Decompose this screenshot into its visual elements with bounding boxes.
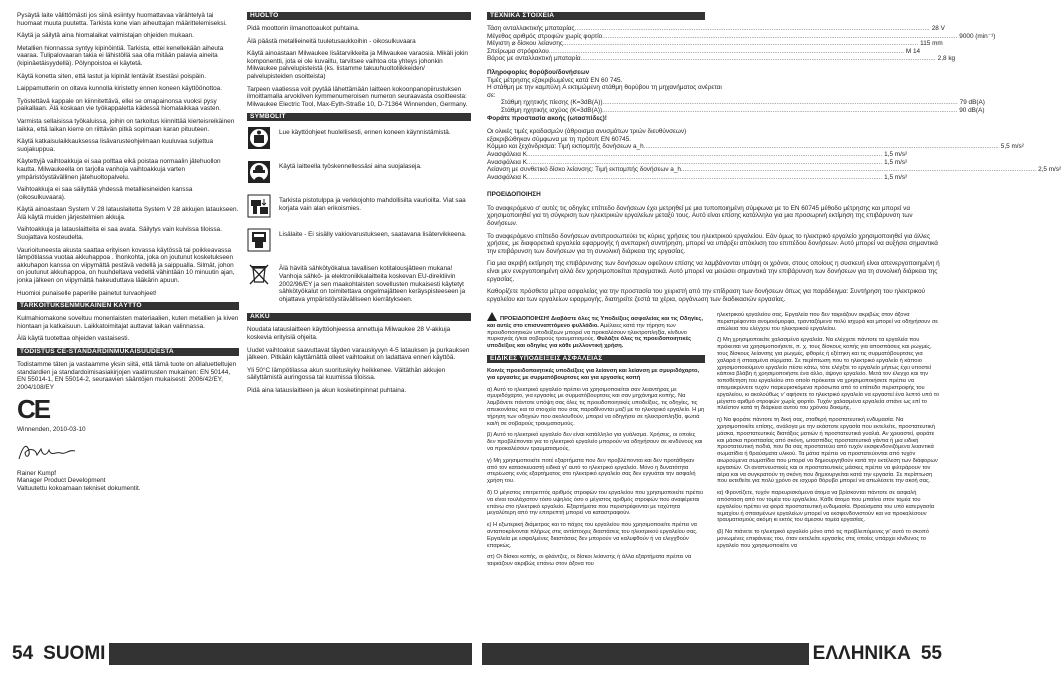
spec-value: 5,5 m/s² — [1000, 143, 1024, 151]
remove-battery-icon — [247, 194, 271, 218]
paragraph: Kulmahiomakone soveltuu monenlaisten materiaalien, kuten metallien ja kiven hiontaan ja katkaisuun. Laikkatoimitajat auttavat laikan valinnassa. — [17, 315, 239, 330]
paragraph: ια) Φροντίζετε, τυχόν παρευρισκόμενα άτομα να βρίσκονται πάντοτε σε ασφαλή απόσταση από τον τομέα του εργαλείου. Κάθε άτομο που μπαίνει στον τομέα του εργαλείου πρέπει να φορά προστατευτική ενδυμασία. Θραύσματα του υπό κατεργασία τεμαχίου ή σπασμένων εργαλείων μπορεί να εκσφενδονιστούν και να προκαλέσουν τραυματισμούς ακόμη κι εκτός του άμεσου τομέα εργασίας. — [717, 490, 935, 524]
spec-label: Σπείρωμα στρόφαλου — [487, 47, 549, 55]
special-items-continued — [717, 312, 940, 550]
paragraph: Laippamutterin on oltava kunnolla kiristetty ennen koneen käyttöönottoa. — [17, 85, 222, 93]
spec-label: Ανασφάλεια K — [487, 173, 528, 181]
symbol-row — [247, 194, 471, 218]
noise-table — [487, 99, 985, 114]
right-top-section — [487, 12, 1061, 308]
symbol-text: Käytä laitteella työskennellessäsi aina suojalaseja. — [279, 163, 422, 171]
paragraph: β) Αυτό το ηλεκτρικό εργαλείο δεν είναι κατάλληλο για γυάλισμα. Χρήσεις, οι οποίες δεν προβλέπονται για το ηλεκτρικό εργαλείο μπορούν να οδηγήσουν σε κινδύνους και να προκαλέσουν τραυματισμούς. — [487, 432, 703, 452]
leader-dots: ........................................................................................................................................................................................................ — [602, 32, 958, 40]
paragraph: Käytä ainoastaan Milwaukee lisätarvikkeita ja Milwaukee varaosia. Mikäli jokin komponentti, jota ei ole kuvailtu, tarvitsee vaihtoa ota yhteys johonkin Milwaukee palvelupisteistä (ks. listamme takuuhuoltoliikkeiden/ palvelupisteiden osoitteista) — [247, 50, 468, 80]
paragraph: α) Αυτό το ηλεκτρικό εργαλείο πρέπει να χρησιμοποιείται σαν λειαντήρας με σμυριδόχαρτο, για εργασίες με συρματόβουρτσες και σαν μηχάνημα κοπής. Να λαμβάνετε πάντοτε υπόψη σας όλες τις προειδοποιητικές υποδείξεις, τις οδηγίες, τις απεικονίσεις και τα στοιχεία που σας παραδίνονται μαζί με το ηλεκτρικό εργαλείο. Η μη τήρηση των οδηγιών που ακολουθούν, μπορεί να οδηγήσει σε ηλεκτροπληξία, φωτιά και/ή σε σοβαρούς τραυματισμούς. — [487, 386, 705, 427]
maintenance-heading: HUOLTO — [247, 12, 471, 20]
spec-label: Στάθμη ηχητικής πίεσης (K=3dB(A)) — [501, 99, 603, 107]
paragraph: ιβ) Να πιάνετε το ηλεκτρικό εργαλείο μόνο από τις προβλεπόμενες γι' αυτό το σκοπό μονωμένες επιφάνειες του, όταν εκτελείτε εργασίες στις οποίες υπάρχει κίνδυνος το εργαλείο που χρησιμοποιείτε να — [717, 529, 929, 549]
paragraph: Käytä katkaisulaikkauksessa lisävarusteohjelmaan kuuluvaa suljettua suojakuppua. — [17, 138, 214, 153]
warning-body: Αμέλειες κατά την τήρηση των προειδοποιητικών υποδείξεων μπορεί να προκαλέσουν ηλεκτροπληξία, κίνδυνο πυρκαγιάς ή/και σοβαρούς τραυματισμούς. — [487, 322, 687, 343]
footer-bar — [482, 643, 809, 665]
page-number: 54 — [12, 643, 34, 664]
page-number: 55 — [920, 643, 942, 664]
spec-row — [487, 158, 908, 167]
vibration-intro: Οι ολικές τιμές κραδασμών (άθροισμα ανυσμάτων τριών διευθύνσεων) εξακριβώθηκαν σύμφωνα με τη πρότυπ EN 60745. — [487, 128, 687, 143]
signer-title: Manager Product Development — [17, 477, 106, 485]
manual-book-icon — [247, 126, 271, 150]
spec-row — [487, 25, 945, 33]
spec-label: Κόμμιο και ξεχόνδρισμα: Τιμή εκπομπής δονήσεων a_h — [487, 143, 644, 151]
leader-dots: ........................................................................................................................................................................................................ — [548, 47, 904, 55]
special-items — [487, 387, 705, 568]
warning-keep: Φυλάξτε όλες τις προειδοποιητικές υποδείξεις και οδηγίες για κάθε μελλοντική χρήση. — [487, 336, 692, 350]
accessory-icon — [247, 228, 271, 252]
paragraph: δ) Ο μέγιστος επιτρεπτός αριθμός στροφών του εργαλείου που χρησιμοποιείτε πρέπει να είναι τουλάχιστον τόσο υψηλός όσο ο μέγιστος αριθμός στροφών που αναφέρεται επάνω στο ηλεκτρικό εργαλείο. Εξαρτήματα που περιστρέφονται με ταχύτητα μεγαλύτερη από την επιτρεπτή μπορεί να καταστραφούν. — [487, 489, 704, 517]
paragraph: Pysäytä laite välittömästi jos siinä esiintyy huomattavaa värähtelyä tai huomaat muuta puutetta. Tarkista kone vian aiheuttajan määrittelemiseksi. — [17, 12, 227, 27]
left-column-1 — [17, 12, 239, 492]
spec-value: M 14 — [905, 47, 921, 55]
signer-name: Rainer Kumpf — [17, 469, 57, 477]
ce-heading: TODISTUS CE-STANDARDINMUKAISUUDESTA — [17, 348, 239, 356]
symbol-row — [247, 228, 471, 252]
spec-value: 1,5 m/s² — [884, 173, 908, 181]
right-footer — [482, 643, 942, 665]
paragraph: Vaihtoakkuja ei saa säilyttää yhdessä metalliesineiden kanssa (oikosulkuvaara). — [17, 186, 193, 201]
leader-dots: ........................................................................................................................................................................................................ — [527, 158, 883, 166]
spec-label: Ανασφάλεια K — [487, 158, 528, 166]
ce-text: Todistamme täten ja vastaamme yksin siitä, että tämä tuote on allaluetteltujen standardien ja standardoimisasiakirjojen vaatimusten mukainen: EN 50144, EN 55014-1, EN 55014-2, seuraavien sääntöjen mukaisesti: 2006/42/EY, 2004/108/EY — [17, 361, 237, 391]
warning-triangle-icon — [487, 312, 497, 321]
spec-label: Μέγιστη ⌀ δίσκου λείανσης — [487, 40, 564, 48]
intro-paragraphs — [17, 12, 239, 297]
leader-dots: ........................................................................................................................................................................................................ — [574, 25, 930, 32]
ear-protection-note: Φοράτε προστασία ακοής (ωτασπίδες)! — [487, 114, 607, 122]
paragraph: Käytettyjä vaihtoakkuja ei saa polttaa eikä poistaa normaalin jätehuollon kautta. Milwaukeella on tarjolla vanhoja vaihtoakkuja varten ympäristöystävällinen jätehuoltopalvelu. — [17, 158, 221, 181]
usage-paragraphs — [17, 315, 239, 343]
spec-row — [487, 166, 1061, 174]
spec-row — [487, 143, 1024, 151]
specs-table — [487, 25, 996, 63]
ce-mark: CE — [17, 394, 50, 425]
spec-label: Ανασφάλεια K — [487, 150, 528, 158]
leader-dots: ........................................................................................................................................................................................................ — [602, 99, 958, 107]
spec-value: 9000 (min⁻¹) — [959, 32, 996, 40]
paragraph: Yli 50°C lämpötilassa akun suorituskyky heikkenee. Vältäthän akkujen säilyttämistä auringossa tai kuumissa tiloissa. — [247, 366, 446, 382]
spec-label: Βάρος με ανταλλακτική μπαταρία — [487, 55, 581, 63]
left-column-2 — [247, 12, 471, 399]
paragraph: Tarpeen vaatiessa voit pyytää lähettämään laitteen kokoonpanopiirustuksen ilmoittamalla arvokilven kymmenumeroisen numeron seuraavasta osoitteesta: Milwaukee Electric Tool, Max-Eyth-Straße 10, D-71364 Winnenden, Germany. — [247, 85, 468, 108]
paragraph: Το αναφερόμενο σ' αυτές τις οδηγίες επίπεδο δονήσεων έχει μετρηθεί με μια τυποποιημένη σύμφωνα με το EN 60745 μέθοδο μέτρησης και μπορεί να χρησιμοποιηθεί για τη σύγκριση των ηλεκτρικών εργαλείων μεταξύ τους. Αυτό είναι επίσης κατάλληλο για μια προσωρινή εκτίμηση της επιβάρυνση των δονήσεων. — [487, 204, 913, 228]
paragraph: Älä päästä metallieineitä tuuletusaukkoihin - oikosulkuvaara — [247, 37, 416, 45]
paragraph: η) Να φοράτε πάντοτε τη δική σας, σταθερή προστατευτική ενδυμασία. Να χρησιμοποιείτε επίσης, ανάλογα με την εκάστοτε εργασία που εκτελείτε, προστατευτική μάσκα, προστατευτικές διατάξεις ματιών ή προστατευτικά γυαλιά. Αν χρειαστεί, φοράτε και μάσκα προστασίας από σκόνη, ωτασπίδες προστατευτικά γάντια ή μια ειδική προστατευτική ποδιά, που θα σας προστατεύει από τυχόν εκσφενδονιζόμενα λειαντικά σωματίδια ή θραύσματα υλικού. Τα μάτια πρέπει να προστατεύονται από τυχόν αιωρούμενα σωματίδια που μπορεί να δημιουργηθούν κατά την εκτέλεση των διάφορων εργασιών. Οι αναπνευστικές και οι προστατευτικές μάσκες πρέπει να φιλτράρουν τον αέρα και να συγκρατούν τη σκόνη που δημιουργείται κατά την εργασία. Σε περίπτωση που εκτεθείτε για πολύ χρόνο σε ισχυρό θόρυβο μπορεί να απωλέσετε την ακοή σας. — [717, 417, 938, 485]
noise-intro-2: Η στάθμη με την καμπύλη A εκτιμώμενη στάθμη θορύβου τη μηχανήματος ανέρεται σε: — [487, 84, 722, 99]
warning-lead: ΠΡΟΕΙΔΟΠΟΙΗΣΗ! Διαβάστε όλες τις Υποδείξεις ασφαλείας και τις Οδηγίες, και αυτές στο επισυναπτόμενο φυλλάδιο. — [487, 316, 703, 329]
page-language: SUOMI — [43, 643, 106, 664]
spec-value: 115 mm — [920, 40, 943, 48]
spec-label: Μέγεθος αριθμός στροφών χωρίς φορτίο — [487, 32, 603, 40]
warning-heading: ΠΡΟΕΙΔΟΠΟΙΗΣΗ — [487, 191, 541, 199]
paragraph: Καθορίζετε πρόσθετα μέτρα ασφαλείας για την προστασία του χειριστή από την επίδραση των δονήσεων όπως για παράδειγμα: Συντήρηση του ηλεκτρικού εργαλείου και των εργαλείων εφαρμογής, διατηρείτε ζεστά τα χέρια, οργάνωση των διαδικασιών εργασίας. — [487, 288, 926, 303]
spec-label: Στάθμη ηχητικής ισχύος (K=3dB(A)) — [501, 106, 603, 114]
footer-bar — [109, 643, 472, 665]
spec-value: 1,5 m/s² — [884, 158, 908, 166]
special-safety-heading: ΕΙΔΙΚΕΣ ΥΠΟΔΕΙΞΕΙΣ ΑΣΦΑΛΕΙΑΣ — [487, 355, 705, 363]
leader-dots: ........................................................................................................................................................................................................ — [527, 150, 883, 158]
symbol-row — [247, 160, 471, 184]
paragraph: Älä käytä tuotettaa ohjeiden vastaisesti. — [17, 335, 130, 343]
paragraph: Για μια ακριβή εκτίμηση της επιβάρυνσης των δονήσεων οφείλουν επίσης να λαμβάνονται υπόψη οι χρόνοι, στους οποίους η συσκευή είναι απενεργοποιημένη ή είναι μεν ενεργοποιημένη αλλά δεν χρησιμοποιείται πραγματικά. Αυτό μπορεί να μειώσει σημαντικά την επιβάρυνση των δονήσεων για τη συνολική διάρκεια της εργασίας. — [487, 260, 940, 283]
paragraph: Uudet vaihtoakut saavuttavat täyden varauskyvyn 4-5 latauksen ja purkauksen jälkeen. Pitkään käyttämättä olleet vaihtoakut on ladattava ennen käyttöä. — [247, 346, 470, 362]
vibration-table — [487, 143, 1061, 181]
spec-value: 1,5 m/s² — [884, 150, 908, 158]
symbol-row — [247, 126, 471, 150]
paragraph: Käytä ja säilytä aina hiomalaikat valmistajan ohjeiden mukaan. — [17, 32, 194, 40]
paragraph: Varmista sellaisissa työkaluissa, joihin on tarkoitus kiinnittää kierteisreikäinen laikka, että laikan kierre on riittävän pitkä sopimaan karan pituuteen. — [17, 117, 235, 133]
spec-row — [487, 55, 956, 63]
left-footer — [12, 643, 472, 665]
noise-intro-1: Τιμές μέτρησης εξακριβωμένες κατά EN 60 745. — [487, 76, 623, 84]
spec-value: 28 V — [931, 25, 945, 32]
leader-dots: ........................................................................................................................................................................................................ — [563, 40, 919, 48]
paragraph: Käytä konetta siten, että lastut ja kipinät lentävät itsestäsi poispäin. — [17, 72, 206, 80]
paragraph: Vaihtoakkuja ja latauslaitteita ei saa avata. Säilytys vain kuivissa tiloissa. Suojattava kosteudelta. — [17, 226, 222, 242]
paragraph: Työstettävä kappale on kiinnitettävä, ellei se omapainonsa vuoksi pysy paikallaan. Älä koskaan vie työkappaletta kädessä hiomalaikkaa vasten. — [17, 97, 221, 113]
spec-value: 90 dB(A) — [959, 106, 985, 114]
paragraph: Pidä moottorin ilmanottoaukot puhtaina. — [247, 25, 360, 32]
spec-label: Τάση ανταλλακτικής μπαταρίας — [487, 25, 575, 32]
spec-row — [487, 173, 908, 182]
battery-paragraphs — [247, 326, 471, 394]
right-column-a — [487, 312, 705, 573]
noise-title: Πληροφορίες θορύβου/δονήσεων — [487, 68, 590, 76]
signature — [17, 441, 77, 463]
leader-dots: ........................................................................................................................................................................................................ — [527, 173, 883, 181]
spec-value: 79 dB(A) — [959, 99, 985, 107]
spec-row — [487, 40, 943, 48]
spec-row — [501, 99, 985, 107]
maintenance-paragraphs — [247, 25, 471, 108]
paragraph: Huomioi punaiselle paperille painetut turvaohjeet! — [17, 289, 157, 297]
paragraph: Metallien hionnassa syntyy kipinöintiä. Tarkista, ettei kenellekään aiheuta vaaraa. Tulipalovaaran takia ei lähistöllä saa olla mitään palavia aineita (kipinäetäisyydellä). Pölynpoistoa ei käytetä. — [17, 44, 224, 67]
safety-goggles-icon — [247, 160, 271, 184]
spec-label: Λείανση με συνθετικό δίσκο λείανσης: Τιμή εκπομπής δονήσεων a_h — [487, 166, 681, 174]
paragraph: Käytä ainoastaan System V 28 latauslaitetta System V 28 akkujen lataukseen. Älä käytä muiden järjestelmien akkuja. — [17, 206, 239, 221]
paragraph: γ) Μη χρησιμοποιείτε ποτέ εξαρτήματα που δεν προβλέπονται και δεν προτάθηκαν από τον κατασκευαστή ειδικά γι' αυτό το ηλεκτρικό εργαλείο. Μόνο η δυνατότητα στερέωσης ενός εξαρτήματος στο ηλεκτρικό εργαλείο σας δεν εγγυάται την ασφαλή χρήση του. — [487, 457, 696, 485]
paragraph: Το αναφερόμενο επίπεδο δονήσεων αντιπροσωπεύει τις κύριες χρήσεις του ηλεκτρικού εργαλείου. Εάν όμως το ηλεκτρικό εργαλείο χρησιμοποιηθεί για άλλες χρήσεις, με διαφορετικά εργαλεία εφαρμογής ή ανεπαρκή συντήρηση, μπορεί να υπάρξει απόκλιση του επιπέδου δονήσεων. Αυτό μπορεί να αυξήσει σημαντικά την επιβάρυνση των δονήσεων για τη συνολική διάρκεια της εργασίας. — [487, 232, 938, 255]
symbol-text: Tarkista pistotulppa ja verkkojohto mahdollisilta vaurioilta. Viat saa korjata vain alan erikoismies. — [279, 197, 466, 212]
paragraph: Noudata latauslaitteen käyttöohjeessa annettuja Milwaukee 28 V-akkuja koskevia erityisiä ohjeita. — [247, 326, 451, 341]
place-date: Winnenden, 2010-03-10 — [17, 426, 86, 434]
crossed-bin-icon — [247, 262, 271, 286]
battery-heading: AKKU — [247, 313, 471, 321]
paragraph: στ) Οι δίσκοι κοπής, οι φλάντζες, οι δίσκοι λείανσης ή άλλα εξαρτήματα πρέπει να ταιριάζουν ακριβώς επάνω στον άξονα του — [487, 554, 692, 568]
leader-dots: ........................................................................................................................................................................................................ — [602, 106, 958, 114]
symbol-text: Älä hävitä sähkötyökalua tavallisen kotitalousjätteen mukana! Vanhoja sähkö- ja elektroniikkalaitteita koskevan EU-direktiivin 2002/96/EY ja sen maakohtaisten sovellusten mukaisesti käytetyt sähkötyökalut on toimitettava ongelmajätteen keräyspisteeseen ja ohjattava ympäristöystävälliseen kierrätykseen. — [279, 265, 466, 303]
symbol-text: Lue käyttöohjeet huolellisesti, ennen koneen käynnistämistä. — [279, 129, 451, 137]
spec-value: 2,5 m/s² — [1038, 166, 1061, 174]
symbol-text: Lisälaite - Ei sisälly vakiovarustukseen, saatavana lisätervikkeena. — [279, 231, 467, 239]
spec-value: 2,8 kg — [937, 55, 956, 63]
warning-paragraphs — [487, 205, 940, 304]
paragraph: ε) Η εξωτερική διάμετρος και το πάχος του εργαλείου που χρησιμοποιείτε πρέπει να ανταποκρίνονται πλήρως στις αντίστοιχες διαστάσεις του ηλεκτρικού εργαλείου σας. Εργαλεία με εσφαλμένες διαστάσεις δεν μπορούν να καλυφθούν ή να ελεγχθούν επαρκώς. — [487, 522, 698, 549]
page-language: ΕΛΛΗΝΙΚΑ — [812, 643, 911, 664]
symbol-row — [247, 262, 471, 303]
special-intro: Κοινές προειδοποιητικές υποδείξεις για λείανση και λείανση με σμυριδόχαρτο, για εργασίες με συρματόβουρτσες και για εργασίες κοπή — [487, 367, 700, 381]
leader-dots: ........................................................................................................................................................................................................ — [643, 143, 999, 151]
paragraph: Vaurioituneesta akusta saattaa erityisen kovassa käytössä tai poikkeavassa lämpötilassa vuotaa akkuhappoa . Ihonkohta, joka on joutunut kosketukseen akkuhapon kanssa on viipymättä pestävä vedellä ja saippualla. Silmät, johon on joutunut akkuhappoa, on huuhdeltava vedellä vähintään 10 minuutin ajan, jonka jälkeen on viipymättä hakeuduttava lääkärin apuun. — [17, 246, 235, 285]
signer-role: Valtuutettu kokoamaan tekniset dokumentit. — [17, 484, 141, 492]
usage-heading: TARKOITUKSENMUKAINEN KÄYTTÖ — [17, 302, 239, 310]
leader-dots: ........................................................................................................................................................................................................ — [580, 55, 936, 63]
leader-dots: ........................................................................................................................................................................................................ — [680, 166, 1037, 174]
paragraph: ηλεκτρικού εργαλείου σας. Εργαλεία που δεν ταιριάζουν ακριβώς στον άξονα περιστρέφονται ανομοιόμορφα, τρανταζόμενα πολύ ισχυρά και μπορεί να οδηγήσουν σε απώλεια του ελέγχου του ηλεκτρικού εργαλείου. — [717, 312, 938, 332]
symbols-heading: SYMBOLIT — [247, 113, 471, 121]
paragraph: Pidä aina latauslaitteen ja akun kosketinpinnat puhtaina. — [247, 386, 407, 394]
specs-heading: ΤΕΧΝΙΚΑ ΣΤΟΙΧΕΙΑ — [487, 12, 705, 20]
paragraph: ζ) Μη χρησιμοποιείτε χαλασμένα εργαλεία. Να ελέγχετε πάντοτε τα εργαλεία που πρόκειται να χρησιμοποιήσετε, π. χ. τους δίσκους κοπής για αποσπάσεις και ρωγμές, τους δίσκους λείανσης για ρωγμές, φθορές ή εξέτηκη και τις συρματόβουρτσες για χαλαρά ή σπασμένα σύρματα. Σε περίπτωση που το ηλεκτρικό εργαλείο ή κάποιο χρησιμοποιούμενο εργαλείο πέσει κάτω, τότε ελέγξτε το εργαλείο μήπως έχει υποστεί κάποια βλάβη ή χρησιμοποιήστε ένα άλλο, άψογο εργαλείο. Μετά τον έλεγχο και την τοποθέτηση του εργαλείου στο οποίο πρόκειται να χρησιμοποιήσετε πρέπει να απομακρύνετε τυχόν παρευρισκόμενα πρόσωπα από το επίπεδο περιστροφής του εργαλείου, κι ακολούθως ν' αφήσετε το ηλεκτρικό εργαλείο να εργαστεί ένα λεπτό υπό το μέγιστο αριθμό στροφών χωρίς φορτίο. Τυχόν χαλασμένα εργαλεία σπάνε ως επί το πλείστον κατά τη διάρκεια αυτού του χρόνου δοκιμής. — [717, 337, 940, 412]
spec-row — [487, 150, 908, 159]
spec-row — [501, 106, 985, 115]
right-column-b — [717, 312, 940, 555]
